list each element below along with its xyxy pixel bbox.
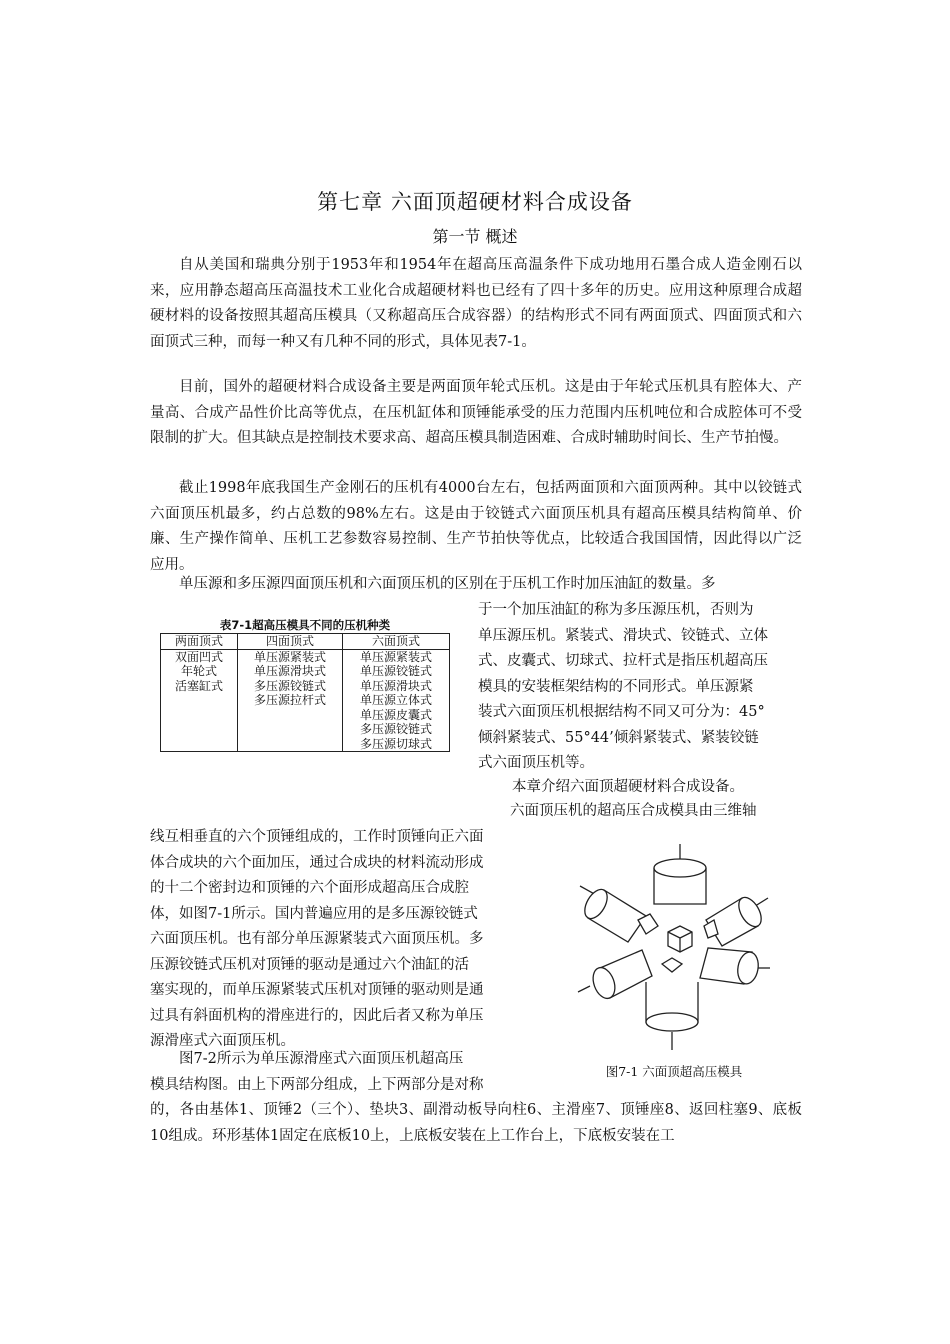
paragraph-7-left-lines: 图7-2所示为单压源滑座式六面顶压机超高压 模具结构图。由上下两部分组成，上下两部分是对称: [150, 1051, 484, 1093]
paragraph-7-rest: 的，各由基体1、顶锤2（三个）、垫块3、副滑动板导向柱6、主滑座7、顶锤座8、返回柱塞9、底板10组成。环形基体1固定在底板10上，上底板安装在上工作台上，下底板安装在工: [150, 1102, 802, 1144]
section-title: 第一节 概述: [432, 227, 518, 246]
table-header: 四面顶式: [238, 634, 343, 650]
figure-caption: 图7-1 六面顶超高压模具: [605, 1064, 743, 1079]
table-cell: 单压源紧装式 单压源铰链式 单压源滑块式 单压源立体式 单压源皮囊式 多压源铰链式 多压源切球式: [343, 649, 450, 752]
table-caption: 表7-1超高压模具不同的压机种类: [219, 618, 391, 632]
six-anvil-die-figure: [576, 842, 772, 1052]
table-7-1: [160, 633, 450, 752]
table-header: 两面顶式: [161, 634, 238, 650]
paragraph-2: 目前，国外的超硬材料合成设备主要是两面顶年轮式压机。这是由于年轮式压机具有腔体大、产量高、合成产品性价比高等优点，在压机缸体和顶锤能承受的压力范围内压机吨位和合成腔体可不受限制的扩大。但其缺点是控制技术要求高、超高压模具制造困难、合成时辅助时间长、生产节拍慢。: [150, 379, 802, 446]
paragraph-6-first-line: 六面顶压机的超高压合成模具由三维轴: [510, 803, 757, 819]
paragraph-4-first-line: 单压源和多压源四面顶压机和六面顶压机的区别在于压机工作时加压油缸的数量。多: [179, 576, 716, 592]
paragraph-6-left-column: 线互相垂直的六个顶锤组成的，工作时顶锤向正六面 体合成块的六个面加压，通过合成块的材料流动形成 的十二个密封边和顶锤的六个面形成超高压合成腔 体，如图7-1所示。国内普遍应用的是多压源铰链式 六面顶压机。也有部分单压源紧装式六面顶压机。多 压源铰链式压机对顶锤的驱动是通过六个油缸的活 塞实现的，而单压源紧装式压机对顶锤的驱动则是通 过具有斜面机构的滑座进行的，因此后者又称为单压 源滑座式六面顶压机。: [150, 829, 484, 1049]
paragraph-3: 截止1998年底我国生产金刚石的压机有4000台左右，包括两面顶和六面顶两种。其中以铰链式六面顶压机最多，约占总数的98%左右。这是由于铰链式六面顶压机具有超高压模具结构简单、价廉、生产操作简单、压机工艺参数容易控制、生产节拍快等优点，比较适合我国国情，因此得以广泛应用。: [150, 480, 802, 573]
table-header: 六面顶式: [343, 634, 450, 650]
table-cell: 单压源紧装式 单压源滑块式 多压源铰链式 多压源拉杆式: [238, 649, 343, 752]
paragraph-4-right-column: 于一个加压油缸的称为多压源压机，否则为 单压源压机。紧装式、滑块式、铰链式、立体 式、皮囊式、切球式、拉杆式是指压机超高压 模具的安装框架结构的不同形式。单压源紧 装式六面顶压机根据结构不同又可分为：45° 倾斜紧装式、55°44’倾斜紧装式、紧装铰链 式六面顶压机等。: [478, 602, 768, 771]
paragraph-5: 本章介绍六面顶超硬材料合成设备。: [512, 779, 744, 795]
paragraph-1: 自从美国和瑞典分别于1953年和1954年在超高压高温条件下成功地用石墨合成人造金刚石以来，应用静态超高压高温技术工业化合成超硬材料也已经有了四十多年的历史。应用这种原理合成超硬材料的设备按照其超高压模具（又称超高压合成容器）的结构形式不同有两面顶式、四面顶式和六面顶式三种，而每一种又有几种不同的形式，具体见表7-1。: [150, 257, 802, 350]
table-cell: 双面凹式 年轮式 活塞缸式: [161, 649, 238, 752]
chapter-title: 第七章 六面顶超硬材料合成设备: [317, 190, 633, 214]
